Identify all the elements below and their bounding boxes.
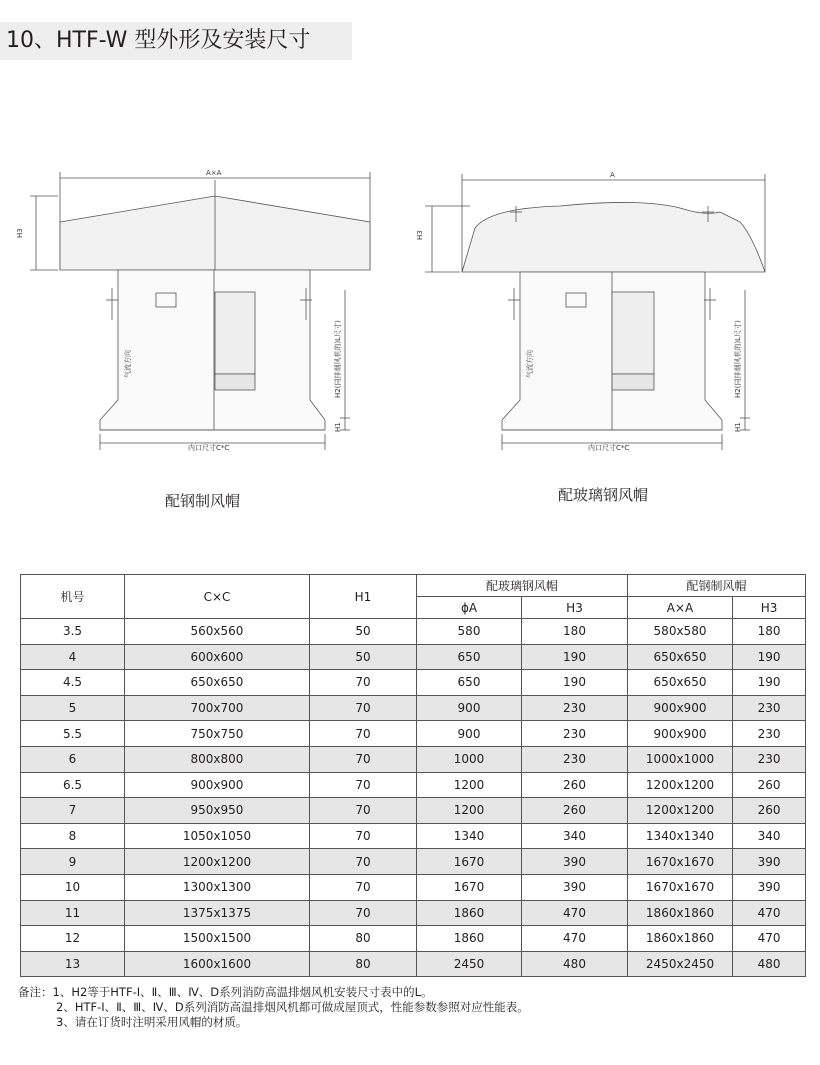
table-cell: 1860x1860 xyxy=(628,900,733,926)
header-h1: H1 xyxy=(310,575,417,619)
caption-glass-cap: 配玻璃钢风帽 xyxy=(558,486,649,504)
table-cell: 50 xyxy=(310,619,417,645)
table-cell: 6 xyxy=(21,746,125,772)
table-row xyxy=(21,849,806,875)
note-2: 2、HTF-Ⅰ、Ⅱ、Ⅲ、Ⅳ、D系列消防高温排烟风机都可做成屋顶式，性能参数参照对应性能表。 xyxy=(56,1000,529,1014)
table-cell: 1200x1200 xyxy=(628,772,733,798)
table-cell: 1200 xyxy=(417,772,522,798)
table-cell: 340 xyxy=(522,823,628,849)
table-cell: 750x750 xyxy=(125,721,310,747)
page-title: 10、HTF-W 型外形及安装尺寸 xyxy=(6,28,311,53)
title-bar xyxy=(0,22,352,60)
header-steel-a: A×A xyxy=(628,597,733,619)
table-cell: 700x700 xyxy=(125,695,310,721)
table-cell: 5.5 xyxy=(21,721,125,747)
table-cell: 390 xyxy=(733,849,806,875)
table-cell: 10 xyxy=(21,874,125,900)
table-cell: 70 xyxy=(310,798,417,824)
glass-cap-drawing xyxy=(425,174,765,450)
table-row xyxy=(21,772,806,798)
table-row xyxy=(21,644,806,670)
table-cell: 70 xyxy=(310,670,417,696)
table-cell: 1300x1300 xyxy=(125,874,310,900)
table-row xyxy=(21,721,806,747)
table-cell: 340 xyxy=(733,823,806,849)
table-cell: 9 xyxy=(21,849,125,875)
right-dim-bottom: 内口尺寸C*C xyxy=(588,444,630,452)
table-cell: 1200x1200 xyxy=(628,798,733,824)
table-row xyxy=(21,951,806,977)
table-cell: 11 xyxy=(21,900,125,926)
table-cell: 70 xyxy=(310,772,417,798)
left-airflow-label: 气流方向 xyxy=(124,350,132,378)
table-cell: 1000 xyxy=(417,746,522,772)
table-cell: 950x950 xyxy=(125,798,310,824)
steel-cap-drawing xyxy=(30,172,370,450)
table-cell: 190 xyxy=(733,670,806,696)
table-cell: 70 xyxy=(310,849,417,875)
table-cell: 180 xyxy=(733,619,806,645)
table-cell: 1860 xyxy=(417,926,522,952)
table-cell: 260 xyxy=(733,798,806,824)
table-cell: 390 xyxy=(733,874,806,900)
table-cell: 70 xyxy=(310,695,417,721)
table-cell: 900x900 xyxy=(628,721,733,747)
table-cell: 260 xyxy=(522,798,628,824)
table-cell: 650x650 xyxy=(125,670,310,696)
table-cell: 70 xyxy=(310,900,417,926)
table-row xyxy=(21,900,806,926)
left-dim-top: A×A xyxy=(206,169,222,177)
right-dim-h3: H3 xyxy=(416,230,424,240)
table-cell: 1600x1600 xyxy=(125,951,310,977)
note-1: 备注：1、H2等于HTF-Ⅰ、Ⅱ、Ⅲ、Ⅳ、D系列消防高温排烟风机安装尺寸表中的L。 xyxy=(18,985,433,999)
table-cell: 70 xyxy=(310,823,417,849)
table-cell: 13 xyxy=(21,951,125,977)
table-cell: 1340 xyxy=(417,823,522,849)
table-cell: 1000x1000 xyxy=(628,746,733,772)
table-cell: 5 xyxy=(21,695,125,721)
table-cell: 230 xyxy=(522,746,628,772)
table-cell: 7 xyxy=(21,798,125,824)
table-cell: 1375x1375 xyxy=(125,900,310,926)
table-cell: 4.5 xyxy=(21,670,125,696)
table-cell: 180 xyxy=(522,619,628,645)
table-cell: 260 xyxy=(522,772,628,798)
table-cell: 390 xyxy=(522,874,628,900)
right-dim-top: A xyxy=(610,171,615,179)
table-cell: 600x600 xyxy=(125,644,310,670)
caption-steel-cap: 配钢制风帽 xyxy=(165,492,241,510)
table-cell: 650x650 xyxy=(628,644,733,670)
table-cell: 70 xyxy=(310,721,417,747)
right-airflow-label: 气流方向 xyxy=(526,350,534,378)
table-cell: 900x900 xyxy=(628,695,733,721)
table-cell: 1500x1500 xyxy=(125,926,310,952)
drawing-svg xyxy=(0,150,820,480)
table-row xyxy=(21,670,806,696)
notes xyxy=(18,985,529,1030)
table-cell: 2450x2450 xyxy=(628,951,733,977)
table-cell: 650 xyxy=(417,644,522,670)
table-cell: 580 xyxy=(417,619,522,645)
table-cell: 190 xyxy=(522,670,628,696)
header-glass-a: ϕA xyxy=(417,597,522,619)
left-dim-h2: H2(同排烟风机的)L尺寸) xyxy=(334,320,342,398)
table-cell: 12 xyxy=(21,926,125,952)
note-3: 3、请在订货时注明采用风帽的材质。 xyxy=(56,1015,248,1029)
table-cell: 70 xyxy=(310,746,417,772)
table-cell: 470 xyxy=(733,900,806,926)
table-cell: 900 xyxy=(417,721,522,747)
table-cell: 900x900 xyxy=(125,772,310,798)
table-cell: 1670x1670 xyxy=(628,849,733,875)
table-cell: 470 xyxy=(733,926,806,952)
table-cell: 50 xyxy=(310,644,417,670)
table-cell: 2450 xyxy=(417,951,522,977)
table-cell: 1200 xyxy=(417,798,522,824)
right-dim-h1: H1 xyxy=(734,422,742,432)
table-cell: 1340x1340 xyxy=(628,823,733,849)
table-cell: 480 xyxy=(733,951,806,977)
header-cc: C×C xyxy=(125,575,310,619)
table-cell: 80 xyxy=(310,951,417,977)
table-cell: 70 xyxy=(310,874,417,900)
table-cell: 230 xyxy=(522,695,628,721)
table-cell: 1200x1200 xyxy=(125,849,310,875)
table-body xyxy=(21,619,806,977)
table-cell: 1860x1860 xyxy=(628,926,733,952)
header-steel-group: 配钢制风帽 xyxy=(628,575,806,597)
table-row xyxy=(21,874,806,900)
table-row xyxy=(21,823,806,849)
table-cell: 560x560 xyxy=(125,619,310,645)
table-cell: 190 xyxy=(733,644,806,670)
table-cell: 230 xyxy=(733,746,806,772)
table-cell: 230 xyxy=(733,721,806,747)
header-model: 机号 xyxy=(21,575,125,619)
table-row xyxy=(21,695,806,721)
left-dim-h1: H1 xyxy=(334,422,342,432)
table-cell: 390 xyxy=(522,849,628,875)
table-cell: 80 xyxy=(310,926,417,952)
table-cell: 3.5 xyxy=(21,619,125,645)
table-cell: 480 xyxy=(522,951,628,977)
table-cell: 8 xyxy=(21,823,125,849)
header-glass-h3: H3 xyxy=(522,597,628,619)
table-cell: 650x650 xyxy=(628,670,733,696)
header-glass-group: 配玻璃钢风帽 xyxy=(417,575,628,597)
table-cell: 650 xyxy=(417,670,522,696)
table-cell: 1050x1050 xyxy=(125,823,310,849)
table-cell: 260 xyxy=(733,772,806,798)
table-cell: 4 xyxy=(21,644,125,670)
table-cell: 900 xyxy=(417,695,522,721)
table-row xyxy=(21,798,806,824)
table-cell: 470 xyxy=(522,926,628,952)
header-steel-h3: H3 xyxy=(733,597,806,619)
technical-drawing xyxy=(0,150,820,480)
table-cell: 1670x1670 xyxy=(628,874,733,900)
left-dim-h3: H3 xyxy=(16,228,24,238)
spec-table xyxy=(20,574,806,977)
table-cell: 1670 xyxy=(417,849,522,875)
table-cell: 230 xyxy=(522,721,628,747)
table-cell: 190 xyxy=(522,644,628,670)
table-row xyxy=(21,746,806,772)
right-dim-h2: H2(同排烟风机的)L尺寸) xyxy=(734,320,742,398)
table-row xyxy=(21,619,806,645)
table-cell: 1860 xyxy=(417,900,522,926)
table-cell: 800x800 xyxy=(125,746,310,772)
table-row xyxy=(21,926,806,952)
table-cell: 230 xyxy=(733,695,806,721)
left-dim-bottom: 内口尺寸C*C xyxy=(188,444,230,452)
table-cell: 580x580 xyxy=(628,619,733,645)
table-cell: 470 xyxy=(522,900,628,926)
table-cell: 1670 xyxy=(417,874,522,900)
table-cell: 6.5 xyxy=(21,772,125,798)
